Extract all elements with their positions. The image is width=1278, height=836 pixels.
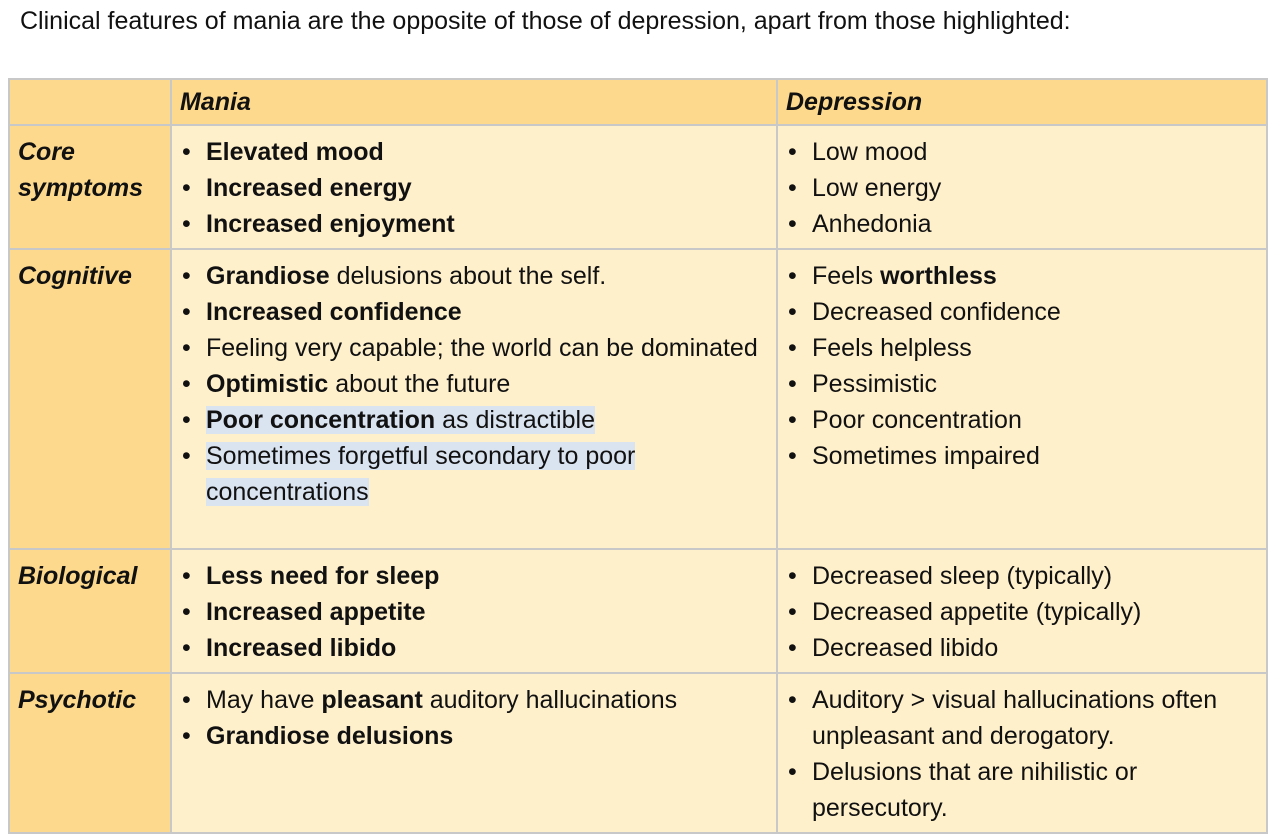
bullet-item	[786, 558, 1258, 594]
clinical-features-table	[8, 78, 1268, 834]
bullet-text: Increased libido	[206, 634, 397, 662]
bullet-text: Less need for sleep	[206, 562, 440, 590]
bullet-item	[180, 402, 768, 438]
depression-cell	[777, 125, 1267, 249]
bullet-text: worthless	[880, 262, 997, 290]
bullet-item	[180, 294, 768, 330]
bullet-text: auditory hallucinations	[422, 686, 678, 714]
mania-cell	[171, 549, 777, 673]
bullet-item	[786, 366, 1258, 402]
highlighted-text: Sometimes forgetful secondary to poor concentrations	[206, 442, 636, 506]
bullet-text: Feels	[812, 262, 881, 290]
row-biological	[9, 549, 1267, 673]
bullet-item	[180, 258, 768, 294]
depression-cell	[777, 673, 1267, 833]
bullet-item	[786, 630, 1258, 666]
header-mania: Mania	[171, 79, 777, 125]
mania-cell	[171, 125, 777, 249]
bullet-text: Pessimistic	[812, 370, 938, 398]
depression-list	[786, 682, 1258, 826]
bullet-text: Feels helpless	[812, 334, 972, 362]
bullet-text: Increased energy	[206, 174, 412, 202]
bullet-item	[180, 682, 768, 718]
bullet-item	[786, 170, 1258, 206]
bullet-text: Anhedonia	[812, 210, 932, 238]
bullet-item	[180, 170, 768, 206]
bullet-item	[786, 134, 1258, 170]
bullet-text: Elevated mood	[206, 138, 384, 166]
depression-list	[786, 134, 1258, 242]
bullet-text: Low energy	[812, 174, 942, 202]
mania-cell	[171, 673, 777, 833]
header-row	[9, 79, 1267, 125]
bullet-item	[180, 206, 768, 242]
header-depression: Depression	[777, 79, 1267, 125]
intro-text: Clinical features of mania are the opposite of those of depression, apart from those highlighted:	[20, 7, 1071, 35]
depression-list	[786, 558, 1258, 666]
row-label: Biological	[9, 549, 171, 673]
bullet-text: Decreased libido	[812, 634, 999, 662]
bullet-text: about the future	[328, 370, 511, 398]
bullet-text: pleasant	[321, 686, 423, 714]
bullet-text: Grandiose	[206, 262, 330, 290]
row-label: Core symptoms	[9, 125, 171, 249]
bullet-item	[786, 438, 1258, 474]
bullet-text: Low mood	[812, 138, 928, 166]
bullet-item	[180, 134, 768, 170]
row-core-symptoms	[9, 125, 1267, 249]
header-blank-cell	[9, 79, 171, 125]
bullet-text: Delusions that are nihilistic or persecutory.	[812, 758, 1138, 822]
row-label: Cognitive	[9, 249, 171, 549]
bullet-text: May have	[206, 686, 322, 714]
mania-cell	[171, 249, 777, 549]
bullet-text: Increased appetite	[206, 598, 426, 626]
bullet-text: Increased confidence	[206, 298, 462, 326]
bullet-text: Feeling very capable; the world can be dominated	[206, 334, 758, 362]
bullet-item	[180, 366, 768, 402]
bullet-item	[786, 206, 1258, 242]
row-label: Psychotic	[9, 673, 171, 833]
bullet-text: Decreased confidence	[812, 298, 1061, 326]
bullet-item	[180, 718, 768, 754]
highlighted-text: Poor concentration	[206, 406, 436, 434]
bullet-item	[180, 630, 768, 666]
bullet-item	[786, 330, 1258, 366]
bullet-text: Poor concentration	[812, 406, 1022, 434]
mania-list	[180, 682, 768, 754]
bullet-item	[786, 594, 1258, 630]
depression-list	[786, 258, 1258, 474]
bullet-item	[786, 682, 1258, 754]
bullet-text: Optimistic	[206, 370, 329, 398]
bullet-item	[180, 330, 768, 366]
depression-cell	[777, 249, 1267, 549]
row-psychotic	[9, 673, 1267, 833]
bullet-item	[786, 258, 1258, 294]
bullet-item	[786, 402, 1258, 438]
depression-cell	[777, 549, 1267, 673]
bullet-item	[180, 438, 768, 510]
bullet-item	[180, 594, 768, 630]
highlighted-text: as distractible	[435, 406, 595, 434]
bullet-item	[786, 754, 1258, 826]
bullet-item	[786, 294, 1258, 330]
bullet-text: delusions about the self.	[329, 262, 607, 290]
mania-list	[180, 558, 768, 666]
bullet-text: Decreased appetite (typically)	[812, 598, 1142, 626]
bullet-text: Sometimes impaired	[812, 442, 1040, 470]
row-cognitive	[9, 249, 1267, 549]
mania-list	[180, 258, 768, 510]
bullet-text: Grandiose delusions	[206, 722, 454, 750]
bullet-text: Auditory > visual hallucinations often unpleasant and derogatory.	[812, 686, 1218, 750]
mania-list	[180, 134, 768, 242]
bullet-text: Decreased sleep (typically)	[812, 562, 1113, 590]
bullet-item	[180, 558, 768, 594]
bullet-text: Increased enjoyment	[206, 210, 455, 238]
